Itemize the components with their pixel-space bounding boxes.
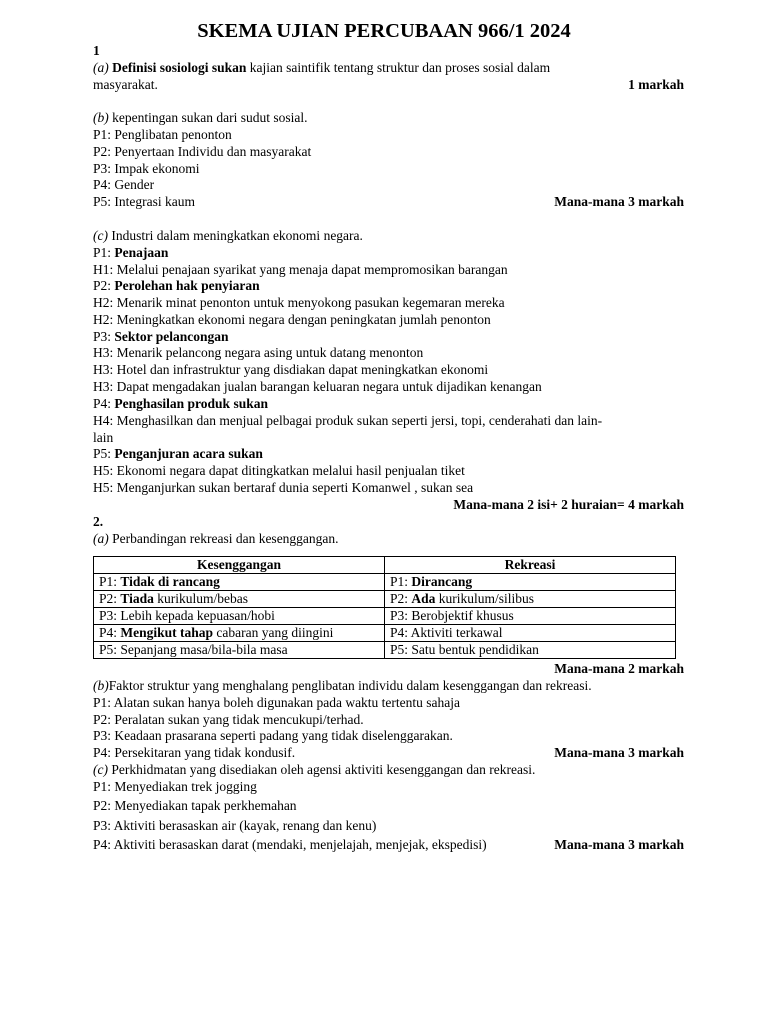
q1b-point: P5: Integrasi kaum [93, 194, 195, 209]
table-cell: P1: Tidak di rancang [94, 574, 385, 591]
q1c-point [93, 446, 263, 462]
point-prefix: P1: [93, 245, 115, 260]
point-prefix: P4: [93, 396, 115, 411]
q1c-point [93, 396, 268, 412]
point-heading: Penghasilan produk sukan [114, 396, 268, 411]
table-row [94, 591, 676, 608]
q1b-point: P1: Penglibatan penonton [93, 127, 232, 142]
q1c-explanation: H3: Dapat mengadakan jualan barangan keluaran negara untuk dijadikan kenangan [93, 379, 542, 394]
q2c-point: P4: Aktiviti berasaskan darat (mendaki, menjelajah, menjejak, ekspedisi) [93, 837, 487, 852]
q1b-point: P2: Penyertaan Individu dan masyarakat [93, 144, 312, 159]
table-row [94, 574, 676, 591]
q1a-term: Definisi sosiologi sukan [112, 60, 247, 75]
q1a-line [93, 60, 550, 76]
table-cell: P4: Aktiviti terkawal [385, 625, 676, 642]
q2b-tag: (b) [93, 678, 109, 693]
page-title: SKEMA UJIAN PERCUBAAN 966/1 2024 [197, 20, 571, 42]
q1c-point [93, 245, 168, 261]
point-heading: Perolehan hak penyiaran [114, 278, 260, 293]
q2b-point: P3: Keadaan prasarana seperti padang yang tidak diselenggarakan. [93, 728, 453, 743]
q1c-text: Industri dalam meningkatkan ekonomi negara. [107, 228, 363, 243]
q1b-line [93, 110, 307, 126]
table-cell: P4: Mengikut tahap cabaran yang diingini [94, 625, 385, 642]
q2c-line [93, 762, 535, 778]
point-heading: Sektor pelancongan [114, 329, 229, 344]
q1c-explanation: H3: Menarik pelancong negara asing untuk datang menonton [93, 345, 424, 360]
table-cell: P1: Dirancang [385, 574, 676, 591]
q1c-explanation: H2: Meningkatkan ekonomi negara dengan peningkatan jumlah penonton [93, 312, 491, 327]
point-prefix: P5: [93, 446, 115, 461]
q2a-tag: (a) [93, 531, 109, 546]
column-header: Kesenggangan [94, 557, 385, 574]
table-cell: P2: Ada kurikulum/silibus [385, 591, 676, 608]
table-row [94, 642, 676, 659]
table-cell: P2: Tiada kurikulum/bebas [94, 591, 385, 608]
q2c-tag: (c) [93, 762, 108, 777]
q1b-point: P4: Gender [93, 177, 155, 192]
q1a-tag: (a) [93, 60, 109, 75]
table-cell: P5: Satu bentuk pendidikan [385, 642, 676, 659]
point-heading: Penganjuran acara sukan [114, 446, 263, 461]
q1c-point [93, 329, 229, 345]
q2a-text: Perbandingan rekreasi dan kesenggangan. [108, 531, 339, 546]
table-cell: P3: Lebih kepada kepuasan/hobi [94, 608, 385, 625]
question-1-number: 1 [93, 43, 100, 58]
q2b-text: Faktor struktur yang menghalang penglibatan individu dalam kesenggangan dan rekreasi. [108, 678, 592, 693]
q1c-explanation: H5: Menganjurkan sukan bertaraf dunia seperti Komanwel , sukan sea [93, 480, 474, 495]
q1c-tag: (c) [93, 228, 108, 243]
q1c-explanation: H1: Melalui penajaan syarikat yang menaja dapat mempromosikan barangan [93, 262, 508, 277]
table-cell: P5: Sepanjang masa/bila-bila masa [94, 642, 385, 659]
column-header: Rekreasi [385, 557, 676, 574]
q1c-explanation: H5: Ekonomi negara dapat ditingkatkan melalui hasil penjualan tiket [93, 463, 465, 478]
table-row [94, 608, 676, 625]
q2b-marks: Mana-mana 3 markah [554, 745, 684, 760]
question-2-number: 2. [93, 514, 104, 529]
q2b-line [93, 678, 592, 694]
q2c-text: Perkhidmatan yang disediakan oleh agensi aktiviti kesenggangan dan rekreasi. [107, 762, 536, 777]
point-heading: Penajaan [114, 245, 169, 260]
q1c-explanation: H3: Hotel dan infrastruktur yang disdiakan dapat meningkatkan ekonomi [93, 362, 489, 377]
q1c-line [93, 228, 363, 244]
q1c-explanation: H2: Menarik minat penonton untuk menyokong pasukan kegemaran mereka [93, 295, 505, 310]
point-prefix: P3: [93, 329, 115, 344]
q2c-point: P1: Menyediakan trek jogging [93, 779, 257, 794]
q2c-marks: Mana-mana 3 markah [554, 837, 684, 852]
q1b-tag: (b) [93, 110, 109, 125]
comparison-table [93, 556, 676, 659]
q1a-marks: 1 markah [628, 77, 684, 92]
table-cell: P3: Berobjektif khusus [385, 608, 676, 625]
q2c-point: P2: Menyediakan tapak perkhemahan [93, 798, 297, 813]
q2b-point: P4: Persekitaran yang tidak kondusif. [93, 745, 296, 760]
q1b-point: P3: Impak ekonomi [93, 161, 200, 176]
q2a-marks: Mana-mana 2 markah [554, 661, 684, 676]
q1b-text: kepentingan sukan dari sudut sosial. [108, 110, 308, 125]
q1c-marks: Mana-mana 2 isi+ 2 huraian= 4 markah [453, 497, 684, 512]
table-header-row [94, 557, 676, 574]
q1c-explanation: lain [93, 430, 114, 445]
table-row [94, 625, 676, 642]
q1c-point [93, 278, 260, 294]
q1a-text-cont: masyarakat. [93, 77, 158, 92]
q1a-text: kajian saintifik tentang struktur dan proses sosial dalam [246, 60, 551, 75]
q2c-point: P3: Aktiviti berasaskan air (kayak, renang dan kenu) [93, 818, 377, 833]
q2b-point: P2: Peralatan sukan yang tidak mencukupi/terhad. [93, 712, 364, 727]
point-prefix: P2: [93, 278, 115, 293]
q2a-line [93, 531, 339, 547]
q2b-point: P1: Alatan sukan hanya boleh digunakan pada waktu tertentu sahaja [93, 695, 461, 710]
q1b-marks: Mana-mana 3 markah [554, 194, 684, 209]
q1c-explanation: H4: Menghasilkan dan menjual pelbagai produk sukan seperti jersi, topi, cenderahati dan lain- [93, 413, 603, 428]
